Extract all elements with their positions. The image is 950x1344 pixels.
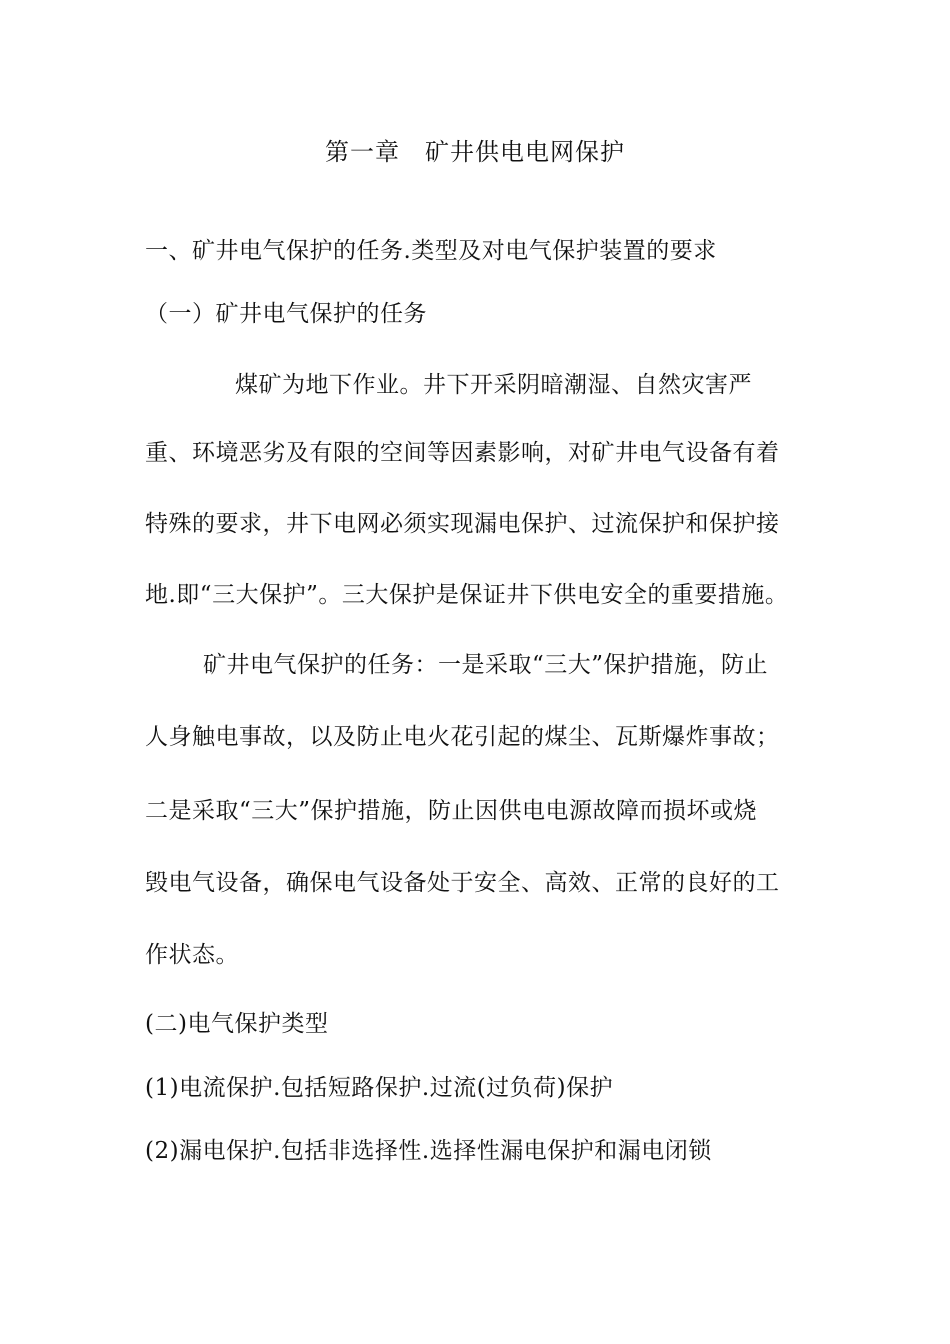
paragraph-2-line-4: 毁电气设备，确保电气设备处于安全、高效、正常的良好的工 bbox=[145, 870, 780, 896]
list-item-2: (2)漏电保护.包括非选择性.选择性漏电保护和漏电闭锁 bbox=[145, 1138, 712, 1164]
paragraph-1-line-2: 重、环境恶劣及有限的空间等因素影响，对矿井电气设备有着 bbox=[145, 440, 780, 466]
subsection-heading-2: (二)电气保护类型 bbox=[145, 1011, 329, 1037]
paragraph-1-line-4: 地.即“三大保护”。三大保护是保证井下供电安全的重要措施。 bbox=[145, 582, 789, 608]
paragraph-1-line-1: 煤矿为地下作业。井下开采阴暗潮湿、自然灾害严 bbox=[235, 372, 752, 398]
section-heading-1: 一、矿井电气保护的任务.类型及对电气保护装置的要求 bbox=[145, 238, 717, 264]
paragraph-1-line-3: 特殊的要求，井下电网必须实现漏电保护、过流保护和保护接 bbox=[145, 511, 780, 537]
paragraph-2-line-2: 人身触电事故，以及防止电火花引起的煤尘、瓦斯爆炸事故； bbox=[145, 724, 780, 750]
subsection-heading-1: （一）矿井电气保护的任务 bbox=[145, 301, 427, 327]
paragraph-2-line-1: 矿井电气保护的任务：一是采取“三大”保护措施，防止 bbox=[203, 652, 769, 678]
page-title: 第一章 矿井供电电网保护 bbox=[325, 138, 625, 166]
paragraph-2-line-5: 作状态。 bbox=[145, 942, 239, 968]
paragraph-2-line-3: 二是采取“三大”保护措施，防止因供电电源故障而损坏或烧 bbox=[145, 798, 758, 824]
list-item-1: (1)电流保护.包括短路保护.过流(过负荷)保护 bbox=[145, 1075, 614, 1101]
